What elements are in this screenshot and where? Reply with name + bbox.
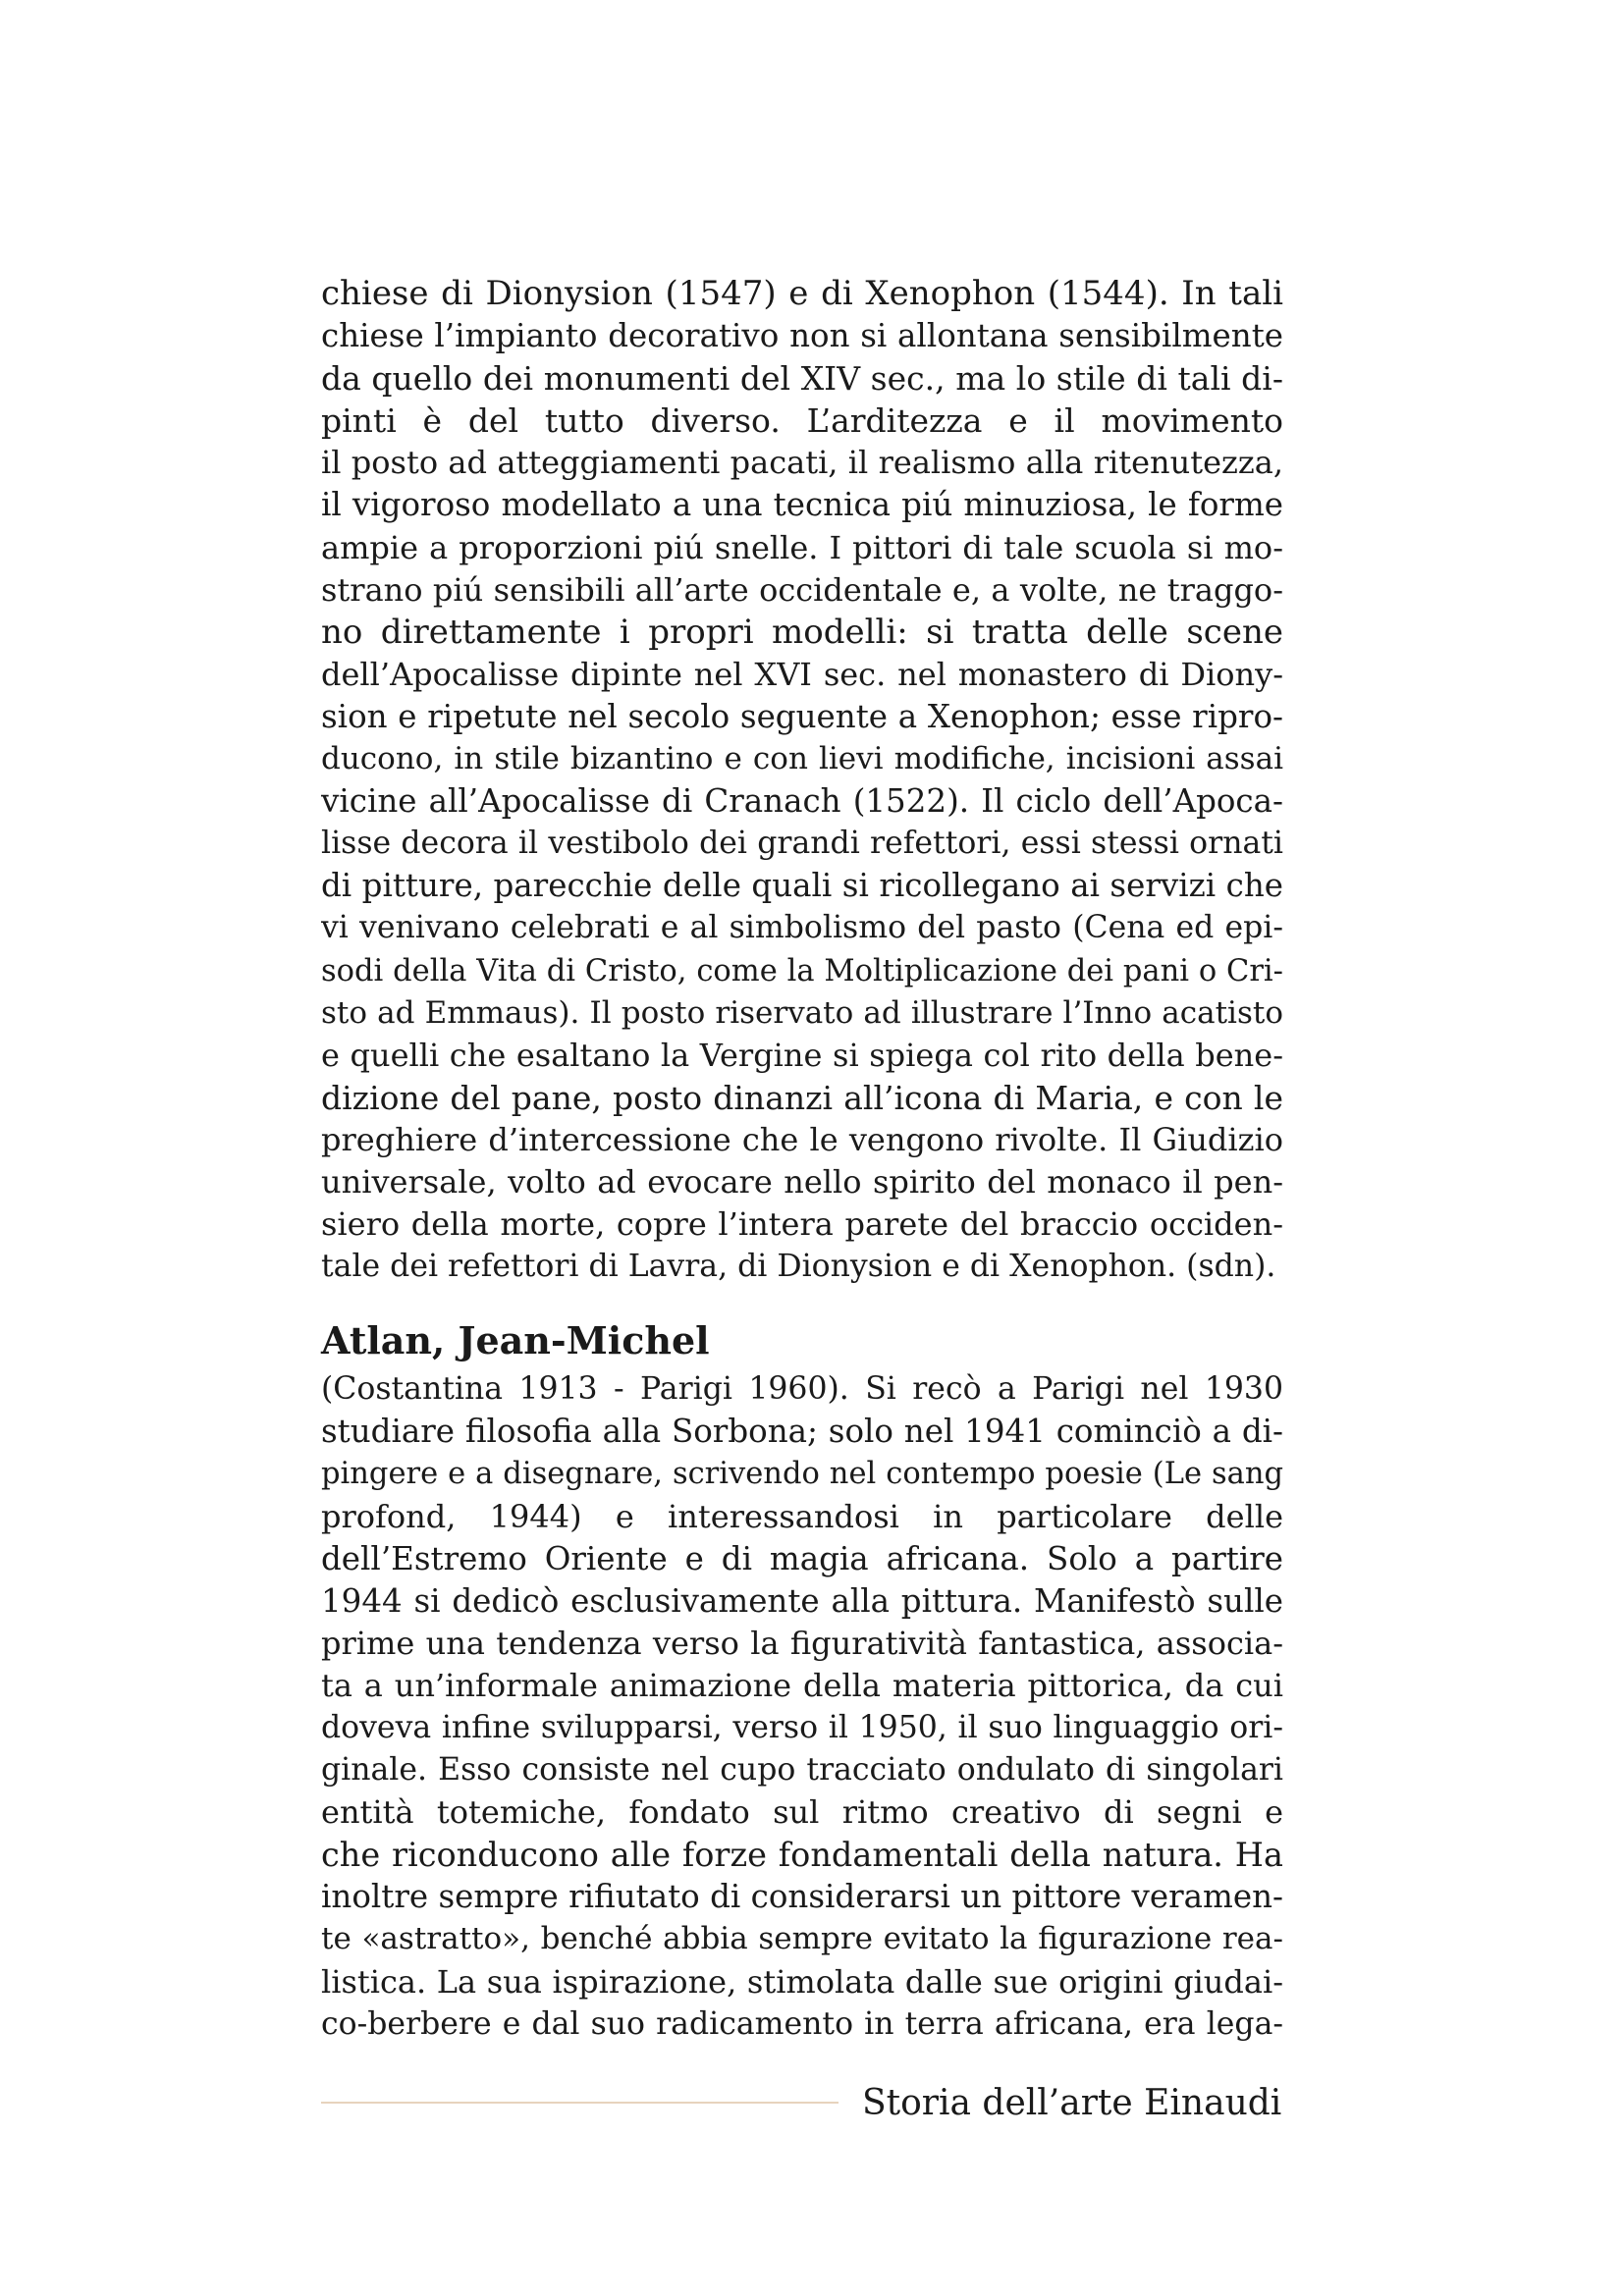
entry-heading: Atlan, Jean-Michel [321,1318,710,1363]
text-line: chiese di Dionysion (1547) e di Xenophon (1544). In tali [321,274,1283,313]
text-line: inoltre sempre rifiutato di considerarsi un pittore veramen- [321,1878,1283,1916]
text-line: il posto ad atteggiamenti pacati, il realismo alla ritenutezza, [321,444,1283,482]
text-line: no direttamente i propri modelli: si tratta delle scene [321,612,1283,652]
text-line: ampie a proporzioni piú snelle. I pittori di tale scuola si mo- [321,528,1283,566]
text-line: vi venivano celebrati e al simbolismo del pasto (Cena ed epi- [321,910,1283,946]
text-line: dizione del pane, posto dinanzi all’icona di Maria, e con le [321,1078,1283,1117]
footer-title: Storia dell’arte Einaudi [862,2082,1282,2123]
text-line: ginale. Esso consiste nel cupo tracciato ondulato di singolari [321,1752,1283,1789]
page-body [321,273,1283,2046]
text-line: sodi della Vita di Cristo, come la Moltiplicazione dei pani o Cri- [321,953,1283,988]
text-line: co-berbere e dal suo radicamento in terra africana, era lega- [321,2005,1283,2042]
text-line: prime una tendenza verso la figuratività fantastica, associa- [321,1624,1283,1662]
text-line: il vigoroso modellato a una tecnica piú minuziosa, le forme [321,486,1283,524]
text-line: pinti è del tutto diverso. L’arditezza e il movimento [321,401,1283,441]
text-line: sto ad Emmaus). Il posto riservato ad illustrare l’Inno acatisto [321,994,1283,1031]
text-line: e quelli che esaltano la Vergine si spiega col rito della bene- [321,1036,1283,1074]
text-line: dell’Estremo Oriente e di magia africana. Solo a partire [321,1539,1283,1577]
text-line: vicine all’Apocalisse di Cranach (1522). Il ciclo dell’Apoca- [321,782,1283,821]
text-line: da quello dei monumenti del XIV sec., ma lo stile di tali di- [321,359,1283,399]
text-line: pingere e a disegnare, scrivendo nel contempo poesie (Le sang [321,1457,1283,1492]
text-line: siero della morte, copre l’intera parete del braccio occiden- [321,1205,1283,1244]
footer-rule [321,2102,839,2104]
text-line: doveva infine svilupparsi, verso il 1950, il suo linguaggio ori- [321,1710,1283,1745]
text-line: (Costantina 1913 - Parigi 1960). Si recò a Parigi nel 1930 [321,1371,1283,1408]
text-line: studiare filosofia alla Sorbona; solo nel 1941 cominciò a di- [321,1413,1283,1451]
text-line: dell’Apocalisse dipinte nel XVI sec. nel monastero di Diony- [321,655,1283,693]
text-line: che riconducono alle forze fondamentali della natura. Ha [321,1836,1283,1875]
text-line: profond, 1944) e interessandosi in particolare delle [321,1497,1283,1535]
page-footer [321,2073,1283,2132]
text-line: ducono, in stile bizantino e con lievi modifiche, incisioni assai [321,741,1283,777]
text-line: sion e ripetute nel secolo seguente a Xenophon; esse ripro- [321,697,1283,735]
text-line: chiese l’impianto decorativo non si allontana sensibilmente [321,317,1283,355]
text-line: entità totemiche, fondato sul ritmo creativo di segni e [321,1793,1283,1832]
text-line: tale dei refettori di Lavra, di Dionysion e di Xenophon. (sdn). [321,1249,1276,1285]
text-line: strano piú sensibili all’arte occidentale e, a volte, ne traggo- [321,570,1283,609]
paragraph-entry-continuation [321,273,1283,1288]
text-line: ta a un’informale animazione della materia pittorica, da cui [321,1666,1283,1704]
text-line: te «astratto», benché abbia sempre evitato la figurazione rea- [321,1921,1283,1957]
text-line: 1944 si dedicò esclusivamente alla pittura. Manifestò sulle [321,1581,1283,1620]
text-line: universale, volto ad evocare nello spirito del monaco il pen- [321,1162,1283,1201]
paragraph-entry-body [321,1368,1283,2046]
text-line: listica. La sua ispirazione, stimolata dalle sue origini giudai- [321,1962,1283,2001]
text-line: lisse decora il vestibolo dei grandi refettori, essi stessi ornati [321,826,1283,862]
text-line: di pitture, parecchie delle quali si ricollegano ai servizi che [321,867,1283,905]
text-line: preghiere d’intercessione che le vengono rivolte. Il Giudizio [321,1120,1283,1158]
